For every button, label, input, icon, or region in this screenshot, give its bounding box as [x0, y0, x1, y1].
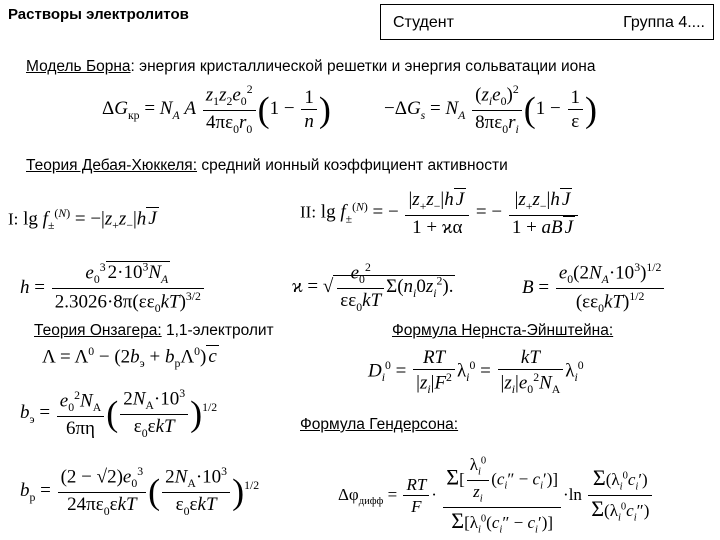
nernst-einstein-formula: $D_i^0$ = $\frac{RT}{|z_i|F^2}$ $\lambda_i^0$ = $\frac{kT}{|z_i|e_0^2N_A}$ $\lambda_i^0$ [368, 347, 584, 397]
b-electrophoretic-formula: $b_э$ = $\frac{e_0^2N_A}{6\pi\eta}$ ( $\frac{2N_A\cdot 10^3}{\varepsilon_0\varepsilon kT}$ )$^{1/2}$ [20, 387, 218, 440]
nernst-heading: Формула Нернста-Эйнштейна: [392, 322, 614, 339]
student-label: Студент [393, 14, 454, 31]
onsager-heading: Теория Онзагера: 1,1-электролит [34, 322, 274, 339]
group-label: Группа 4.... [623, 14, 705, 31]
born-lattice-formula: $\Delta G_{кр} = N_A$ A $\frac{z_1z_2e_0^2}{4\pi\varepsilon_0r_0}$ (1 − $\frac{1}{n}$ ) [102, 83, 331, 136]
onsager-law: $\Lambda = \Lambda^0 - (2b_э + b_р\Lambda^0)$ c [42, 345, 217, 371]
page-title: Растворы электролитов [8, 6, 189, 23]
born-heading: Модель Борна: энергия кристаллической решетки и энергия сольватации иона [26, 58, 596, 75]
kappa-formula: ϰ = √ $\frac{e_0^2}{\varepsilon\varepsilon_0kT}$ $\Sigma(n_i0z_i^2)$. [292, 261, 454, 314]
b-relaxation-formula: $b_р$ = $\frac{(2 - √2)e_0^3}{24\pi\varepsilon_0\varepsilon kT}$ ( $\frac{2N_A\cdot 10^3}{\varepsilon_0\varepsilon kT}$ )$^{1/2}$ [20, 465, 260, 518]
h-constant-formula: h = $\frac{e_0^3 2\cdot 10^3N_A}{2.3026\cdot 8\pi(\varepsilon\varepsilon_0kT)^{3/2}}$ [20, 262, 206, 315]
debye-limiting-law: I: $\lg f_\pm^{(N)} = -|z_+z_-|h$ J [8, 207, 157, 233]
student-box [380, 4, 714, 40]
b-constant-formula: B = $\frac{e_0(2N_A\cdot 10^3)^{1/2}}{(\varepsilon\varepsilon_0kT)^{1/2}}$ [522, 262, 666, 315]
henderson-heading: Формула Гендерсона: [300, 416, 459, 433]
debye-heading: Теория Дебая-Хюккеля: средний ионный коэффициент активности [26, 157, 508, 174]
born-solvation-formula: $-\Delta G_s = N_A$ $\frac{(z_ie_0)^2}{8\pi\varepsilon_0r_i}$ (1 − $\frac{1}{\varepsilon}$ ) [384, 83, 598, 136]
debye-second-approx: II: $\lg f_\pm^{(N)}$ = − $\frac{|z_+z_-|h J}{1 + ϰ\alpha}$ = − $\frac{|z_+z_-|h J}{\text{1 + aB J}}$ [300, 190, 580, 237]
henderson-formula: $\Delta\varphi_{дифф}$ = $\frac{RT}{F}$ · Σ[ $\frac{\lambda_i^0}{z_i}$ $(c_i'' - c_i')$] $\Sigma[\lambda_i^0(c_i'' - c_i')]$ ·ln $\frac{\Sigma(\lambda_i^0c_i')}{\Sigma(\lambda_i^0c_i'')}$ [338, 456, 654, 536]
